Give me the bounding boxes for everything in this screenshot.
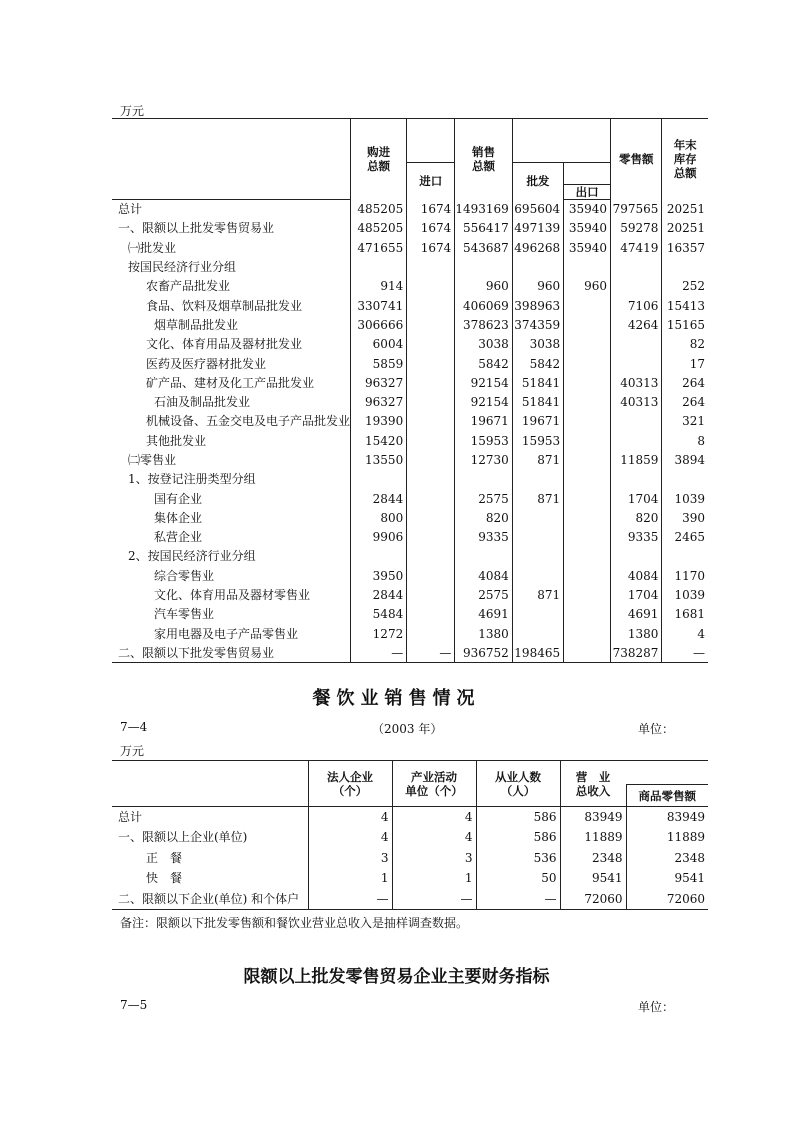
table-cell: 4 xyxy=(308,827,392,848)
table-cell: 3894 xyxy=(662,450,708,469)
row-label-header-bottom xyxy=(112,185,351,200)
table-cell: 47419 xyxy=(611,238,662,257)
table-cell: 5842 xyxy=(455,354,512,373)
table-cell xyxy=(564,605,611,624)
table-cell: 16357 xyxy=(662,238,708,257)
row-label: 综合零售业 xyxy=(154,568,215,583)
table-cell xyxy=(407,585,455,604)
table-row xyxy=(112,315,708,334)
table-cell: 914 xyxy=(351,277,407,296)
table-cell: 1674 xyxy=(407,219,455,238)
wholesale-header-spacer xyxy=(512,119,610,163)
table-cell: 20251 xyxy=(662,200,708,219)
table-cell: 2348 xyxy=(626,848,708,869)
table-cell: 9335 xyxy=(455,528,512,547)
table-cell: 2575 xyxy=(455,489,512,508)
table-cell xyxy=(662,547,708,566)
table-cell: 72060 xyxy=(626,889,708,910)
row-label: 家用电器及电子产品零售业 xyxy=(154,626,299,641)
table-cell xyxy=(611,412,662,431)
table-cell: — xyxy=(407,643,455,662)
table-cell: 7106 xyxy=(611,296,662,315)
table-cell xyxy=(512,566,563,585)
table-cell xyxy=(564,335,611,354)
revenue-header: 营 业 总收入 xyxy=(560,761,626,807)
t2-label-header xyxy=(112,761,308,807)
table-cell xyxy=(407,354,455,373)
table-row xyxy=(112,585,708,604)
table-row xyxy=(112,450,708,469)
table-cell: 497139 xyxy=(512,219,563,238)
table-cell: 9335 xyxy=(611,528,662,547)
table-row xyxy=(112,219,708,238)
table-cell: 20251 xyxy=(662,219,708,238)
table-cell xyxy=(564,489,611,508)
table-cell: 471655 xyxy=(351,238,407,257)
table-cell: 5484 xyxy=(351,605,407,624)
table-cell: 51841 xyxy=(512,392,563,411)
row-label: 农畜产品批发业 xyxy=(146,279,231,294)
row-label: 食品、饮料及烟草制品批发业 xyxy=(146,298,303,313)
table-cell xyxy=(512,508,563,527)
table2-code: 7—4 xyxy=(120,720,148,734)
table-cell: 11889 xyxy=(626,827,708,848)
table-row xyxy=(112,807,708,828)
table-cell: — xyxy=(351,643,407,662)
table-cell xyxy=(611,354,662,373)
table-cell xyxy=(564,296,611,315)
table-cell: 2844 xyxy=(351,585,407,604)
table3-code: 7—5 xyxy=(120,998,148,1012)
table2-unit: 万元 xyxy=(120,744,145,758)
table-cell: 306666 xyxy=(351,315,407,334)
table-cell: 35940 xyxy=(564,238,611,257)
table-cell xyxy=(611,277,662,296)
table-cell: 4084 xyxy=(455,566,512,585)
row-label: 汽车零售业 xyxy=(154,607,215,622)
year-end-stock-header: 年末 库存 总额 xyxy=(662,119,708,200)
table-cell: 960 xyxy=(455,277,512,296)
row-label: 总计 xyxy=(118,202,143,217)
table-cell: 960 xyxy=(512,277,563,296)
table-row xyxy=(112,624,708,643)
table-cell xyxy=(564,624,611,643)
table2-year: （2003 年） xyxy=(372,722,443,736)
table-cell xyxy=(564,412,611,431)
row-label: 医药及医疗器材批发业 xyxy=(146,356,267,371)
table-cell xyxy=(455,257,512,276)
table-cell xyxy=(564,392,611,411)
row-label: 矿产品、建材及化工产品批发业 xyxy=(146,375,315,390)
table-cell: 4264 xyxy=(611,315,662,334)
table1-body xyxy=(112,200,708,663)
table-cell: 4 xyxy=(308,807,392,828)
table-cell: 543687 xyxy=(455,238,512,257)
table-cell: 556417 xyxy=(455,219,512,238)
table2-unit-label: 单位： xyxy=(638,722,675,736)
table-cell: 1380 xyxy=(611,624,662,643)
table-cell: 2844 xyxy=(351,489,407,508)
table-cell xyxy=(512,605,563,624)
table-cell xyxy=(564,450,611,469)
table-cell: 820 xyxy=(611,508,662,527)
table-cell xyxy=(564,508,611,527)
table-row xyxy=(112,238,708,257)
table-cell: 390 xyxy=(662,508,708,527)
table-cell xyxy=(564,547,611,566)
table-cell: 4 xyxy=(392,827,476,848)
legal-entities-header: 法人企业 （个） xyxy=(308,761,392,807)
table-cell: 496268 xyxy=(512,238,563,257)
table-cell: 264 xyxy=(662,392,708,411)
table-cell: 820 xyxy=(455,508,512,527)
table-cell xyxy=(455,470,512,489)
table-cell xyxy=(611,547,662,566)
table-cell: 83949 xyxy=(626,807,708,828)
table-cell: 1039 xyxy=(662,489,708,508)
table2-body xyxy=(112,807,708,910)
table-cell xyxy=(611,431,662,450)
table-cell: 19671 xyxy=(455,412,512,431)
table-cell xyxy=(407,296,455,315)
table-cell: 96327 xyxy=(351,373,407,392)
import-header: 进口 xyxy=(407,163,455,200)
table-cell: 330741 xyxy=(351,296,407,315)
table-cell xyxy=(512,257,563,276)
table-cell xyxy=(407,508,455,527)
table-cell: 1674 xyxy=(407,200,455,219)
table-cell: 960 xyxy=(564,277,611,296)
export-header-spacer xyxy=(564,163,611,185)
row-label: 烟草制品批发业 xyxy=(154,317,239,332)
table-cell xyxy=(455,547,512,566)
table-cell: 374359 xyxy=(512,315,563,334)
table-cell: 378623 xyxy=(455,315,512,334)
table-cell: — xyxy=(392,889,476,910)
table-cell: 17 xyxy=(662,354,708,373)
row-label: 总计 xyxy=(118,810,143,824)
table-cell: 82 xyxy=(662,335,708,354)
table-row xyxy=(112,528,708,547)
table-cell: 536 xyxy=(476,848,560,869)
table-row xyxy=(112,200,708,219)
row-label: 二、限额以下企业(单位) 和个体户 xyxy=(112,889,308,910)
table-row xyxy=(112,827,708,848)
table-cell: — xyxy=(476,889,560,910)
table-row xyxy=(112,392,708,411)
table-cell xyxy=(611,335,662,354)
table-cell xyxy=(407,315,455,334)
row-label: 文化、体育用品及器材批发业 xyxy=(146,337,303,352)
table-cell: 1380 xyxy=(455,624,512,643)
table-cell xyxy=(351,257,407,276)
table-row xyxy=(112,335,708,354)
row-label: 石油及制品批发业 xyxy=(154,395,251,410)
table-cell: 3 xyxy=(308,848,392,869)
row-label: 集体企业 xyxy=(154,510,203,525)
table-cell: 3038 xyxy=(455,335,512,354)
table-cell: 1704 xyxy=(611,585,662,604)
table-cell: 15413 xyxy=(662,296,708,315)
table1-unit: 万元 xyxy=(120,104,145,118)
wholesale-retail-table xyxy=(112,118,708,663)
table-cell: 871 xyxy=(512,585,563,604)
table2-note: 备注：限额以下批发零售额和餐饮业营业总收入是抽样调查数据。 xyxy=(120,916,469,930)
table-cell xyxy=(564,315,611,334)
table-cell: 5859 xyxy=(351,354,407,373)
table-cell: 695604 xyxy=(512,200,563,219)
table-cell: 59278 xyxy=(611,219,662,238)
table-cell: 1 xyxy=(392,868,476,889)
table-cell xyxy=(407,624,455,643)
table-cell xyxy=(611,470,662,489)
table-cell: 19390 xyxy=(351,412,407,431)
table-cell: 9541 xyxy=(560,868,626,889)
table-row xyxy=(112,889,708,910)
table-cell: 4 xyxy=(662,624,708,643)
table-cell: 2575 xyxy=(455,585,512,604)
table-cell xyxy=(564,373,611,392)
table-cell: 15165 xyxy=(662,315,708,334)
table-cell xyxy=(564,566,611,585)
table-cell: 871 xyxy=(512,489,563,508)
table-cell: 1170 xyxy=(662,566,708,585)
table-cell: 13550 xyxy=(351,450,407,469)
table-cell: 485205 xyxy=(351,200,407,219)
employees-header: 从业人数 （人） xyxy=(476,761,560,807)
table-cell: 96327 xyxy=(351,392,407,411)
table-cell: 797565 xyxy=(611,200,662,219)
table2-title: 餐饮业销售情况 xyxy=(312,688,481,709)
table-cell xyxy=(407,566,455,585)
table-cell xyxy=(407,412,455,431)
table-cell: 3 xyxy=(392,848,476,869)
table-cell xyxy=(351,470,407,489)
table-cell xyxy=(407,528,455,547)
table-cell: 5842 xyxy=(512,354,563,373)
table-cell: 15953 xyxy=(455,431,512,450)
wholesale-header: 批发 xyxy=(512,163,563,200)
table-cell xyxy=(407,373,455,392)
table-cell: 485205 xyxy=(351,219,407,238)
table-cell: 406069 xyxy=(455,296,512,315)
table-cell: 1681 xyxy=(662,605,708,624)
table-row xyxy=(112,470,708,489)
table-row xyxy=(112,431,708,450)
table-cell: 12730 xyxy=(455,450,512,469)
table-cell: 936752 xyxy=(455,643,512,662)
table-cell: 4 xyxy=(392,807,476,828)
table-cell: 2465 xyxy=(662,528,708,547)
table-cell: 8 xyxy=(662,431,708,450)
table-cell xyxy=(564,585,611,604)
table3-unit-label: 单位： xyxy=(638,1000,675,1014)
table-cell xyxy=(407,470,455,489)
table-cell xyxy=(662,257,708,276)
table-cell: 586 xyxy=(476,827,560,848)
table-cell xyxy=(611,257,662,276)
table-cell: 19671 xyxy=(512,412,563,431)
row-label: 文化、体育用品及器材零售业 xyxy=(154,588,311,603)
table-cell: 15420 xyxy=(351,431,407,450)
table-cell: — xyxy=(662,643,708,662)
table-cell: 321 xyxy=(662,412,708,431)
table-cell xyxy=(512,470,563,489)
row-label: 正 餐 xyxy=(146,850,183,865)
table-cell: 1272 xyxy=(351,624,407,643)
table-row xyxy=(112,373,708,392)
table-row xyxy=(112,296,708,315)
table-cell: 35940 xyxy=(564,200,611,219)
table-cell: 398963 xyxy=(512,296,563,315)
table-cell: 4691 xyxy=(455,605,512,624)
table-cell xyxy=(564,354,611,373)
table-row xyxy=(112,848,708,869)
row-label: 机械设备、五金交电及电子产品批发业 xyxy=(146,414,351,429)
table-cell: 11859 xyxy=(611,450,662,469)
table-cell xyxy=(564,431,611,450)
table-row xyxy=(112,489,708,508)
row-label: 2、按国民经济行业分组 xyxy=(128,549,256,564)
row-label: 一、限额以上批发零售贸易业 xyxy=(118,221,275,236)
table-cell: 72060 xyxy=(560,889,626,910)
table-cell: 1674 xyxy=(407,238,455,257)
row-label: 二、限额以下批发零售贸易业 xyxy=(112,643,351,662)
row-label: 国有企业 xyxy=(154,491,203,506)
table-cell xyxy=(512,547,563,566)
table-row xyxy=(112,605,708,624)
table-cell: 92154 xyxy=(455,373,512,392)
row-label: 其他批发业 xyxy=(146,433,207,448)
table-row xyxy=(112,643,708,662)
table-cell: 92154 xyxy=(455,392,512,411)
table-cell xyxy=(564,643,611,662)
table-cell: 264 xyxy=(662,373,708,392)
table-cell: 35940 xyxy=(564,219,611,238)
table-row xyxy=(112,257,708,276)
table-cell: 9541 xyxy=(626,868,708,889)
table-cell xyxy=(564,257,611,276)
table-cell xyxy=(407,431,455,450)
table-cell xyxy=(564,470,611,489)
row-label: ㈡零售业 xyxy=(128,453,177,467)
table-cell: 2348 xyxy=(560,848,626,869)
table-row xyxy=(112,868,708,889)
table-cell xyxy=(351,547,407,566)
table-cell: 11889 xyxy=(560,827,626,848)
row-label-header xyxy=(112,119,351,185)
table-cell: 871 xyxy=(512,450,563,469)
table-cell xyxy=(564,528,611,547)
table-cell: 40313 xyxy=(611,373,662,392)
table-row xyxy=(112,566,708,585)
table-cell xyxy=(512,528,563,547)
table-cell: 1039 xyxy=(662,585,708,604)
table-cell: 3950 xyxy=(351,566,407,585)
purchase-total-header: 购进 总额 xyxy=(351,119,407,200)
table-cell: — xyxy=(308,889,392,910)
table-cell xyxy=(407,392,455,411)
table-cell xyxy=(407,335,455,354)
table-cell: 3038 xyxy=(512,335,563,354)
table3-title: 限额以上批发零售贸易企业主要财务指标 xyxy=(243,967,550,987)
table-cell: 4084 xyxy=(611,566,662,585)
table-row xyxy=(112,547,708,566)
table-cell: 738287 xyxy=(611,643,662,662)
table-row xyxy=(112,412,708,431)
table-row xyxy=(112,354,708,373)
table-cell: 40313 xyxy=(611,392,662,411)
import-header-spacer xyxy=(407,119,455,163)
table-cell: 51841 xyxy=(512,373,563,392)
row-label: 1、按登记注册类型分组 xyxy=(128,472,256,487)
table-cell xyxy=(407,257,455,276)
table-cell xyxy=(407,450,455,469)
row-label: ㈠批发业 xyxy=(128,240,177,255)
table-row xyxy=(112,277,708,296)
export-header: 出口 xyxy=(564,185,611,200)
row-label: 快 餐 xyxy=(146,871,183,886)
row-label: 一、限额以上企业(单位) xyxy=(118,830,248,845)
table-cell xyxy=(662,470,708,489)
table-cell xyxy=(407,489,455,508)
retail-sales-header: 零售额 xyxy=(611,119,662,200)
table-cell: 6004 xyxy=(351,335,407,354)
table-cell: 15953 xyxy=(512,431,563,450)
row-label: 私营企业 xyxy=(154,530,203,545)
table-cell: 252 xyxy=(662,277,708,296)
table-cell: 9906 xyxy=(351,528,407,547)
table-cell xyxy=(407,547,455,566)
table-cell: 1704 xyxy=(611,489,662,508)
table-cell: 800 xyxy=(351,508,407,527)
table-cell: 1 xyxy=(308,868,392,889)
goods-retail-header-spacer xyxy=(626,761,708,785)
table-cell xyxy=(512,624,563,643)
table-cell xyxy=(407,605,455,624)
table-cell: 50 xyxy=(476,868,560,889)
table-cell: 83949 xyxy=(560,807,626,828)
goods-retail-header: 商品零售额 xyxy=(626,785,708,807)
sales-total-header: 销售 总额 xyxy=(455,119,512,200)
table-cell: 586 xyxy=(476,807,560,828)
row-label: 按国民经济行业分组 xyxy=(128,260,237,275)
table-cell: 1493169 xyxy=(455,200,512,219)
table-cell: 4691 xyxy=(611,605,662,624)
table-cell: 198465 xyxy=(512,643,563,662)
catering-sales-table xyxy=(112,760,708,910)
table-row xyxy=(112,508,708,527)
table-cell xyxy=(407,277,455,296)
activity-units-header: 产业活动 单位（个） xyxy=(392,761,476,807)
